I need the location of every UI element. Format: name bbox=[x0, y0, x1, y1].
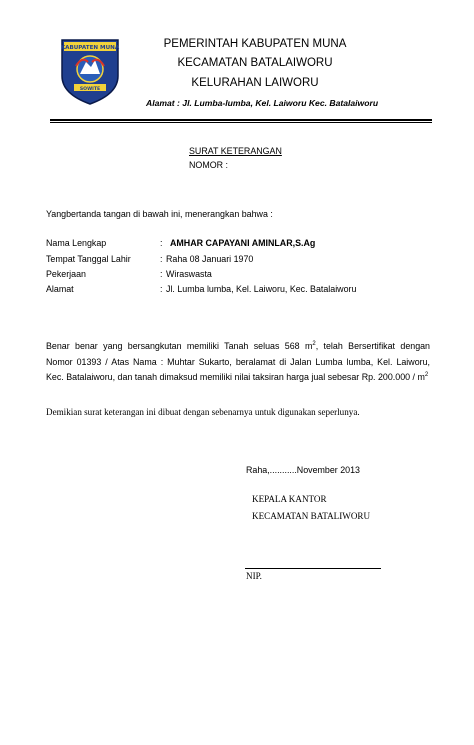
field-sep: : bbox=[160, 238, 163, 248]
signature-role-2: KECAMATAN BATALIWORU bbox=[252, 511, 371, 521]
body-line-2: Nomor 01393 / Atas Nama : Muhtar Sukarto, beralamat di Jalan Lumba lumba, Kel. Laiworu, bbox=[46, 357, 430, 367]
intro-text: Yangbertanda tangan di bawah ini, menerangkan bahwa : bbox=[46, 209, 273, 219]
logo-top-text: KABUPATEN MUNA bbox=[60, 45, 120, 51]
nip-label: NIP. bbox=[246, 571, 262, 581]
body-line-3 bbox=[46, 370, 430, 386]
body-line-1-text: Benar benar yang bersangkutan memiliki Tanah seluas 568 m bbox=[46, 341, 313, 351]
field-label-job: Pekerjaan bbox=[46, 269, 86, 279]
field-value-job: Wiraswasta bbox=[166, 269, 212, 279]
signature-role-1: KEPALA KANTOR bbox=[252, 494, 327, 504]
letterhead-rule bbox=[50, 119, 432, 121]
field-label-address: Alamat bbox=[46, 284, 74, 294]
letter-title: SURAT KETERANGAN bbox=[189, 146, 282, 156]
address-line: Alamat : Jl. Lumba-lumba, Kel. Laiworu Kec. Batalaiworu bbox=[146, 98, 379, 108]
kop-line-3: KELURAHAN LAIWORU bbox=[191, 77, 319, 89]
field-sep: : bbox=[160, 284, 163, 294]
kop-line-1: PEMERINTAH KABUPATEN MUNA bbox=[163, 38, 347, 50]
body-line-1 bbox=[46, 339, 430, 355]
field-value-address: Jl. Lumba lumba, Kel. Laiworu, Kec. Batalaiworu bbox=[166, 284, 357, 294]
field-value-name: AMHAR CAPAYANI AMINLAR,S.Ag bbox=[170, 238, 316, 248]
field-label-birth: Tempat Tanggal Lahir bbox=[46, 254, 131, 264]
superscript: 2 bbox=[312, 341, 316, 347]
body-line-3-text: Kec. Batalaiworu, dan tanah dimaksud memiliki nilai taksiran harga jual sebesar Rp. 200.000 / m bbox=[46, 372, 425, 382]
letterhead-rule-thin bbox=[50, 122, 432, 123]
letter-number: NOMOR : bbox=[189, 160, 228, 170]
closing-text: Demikian surat keterangan ini dibuat dengan sebenarnya untuk digunakan seperlunya. bbox=[46, 407, 360, 417]
field-sep: : bbox=[160, 254, 163, 264]
logo-bottom-text: SOWITE bbox=[79, 87, 101, 92]
place-date: Raha,...........November 2013 bbox=[246, 465, 360, 475]
field-label-name: Nama Lengkap bbox=[46, 238, 107, 248]
signature-line bbox=[245, 568, 381, 569]
field-sep: : bbox=[160, 269, 163, 279]
superscript: 2 bbox=[424, 372, 429, 378]
kop-line-2: KECAMATAN BATALAIWORU bbox=[177, 57, 333, 69]
field-value-birth: Raha 08 Januari 1970 bbox=[166, 254, 254, 264]
body-line-1-text-end: , telah Bersertifikat dengan bbox=[315, 341, 430, 351]
